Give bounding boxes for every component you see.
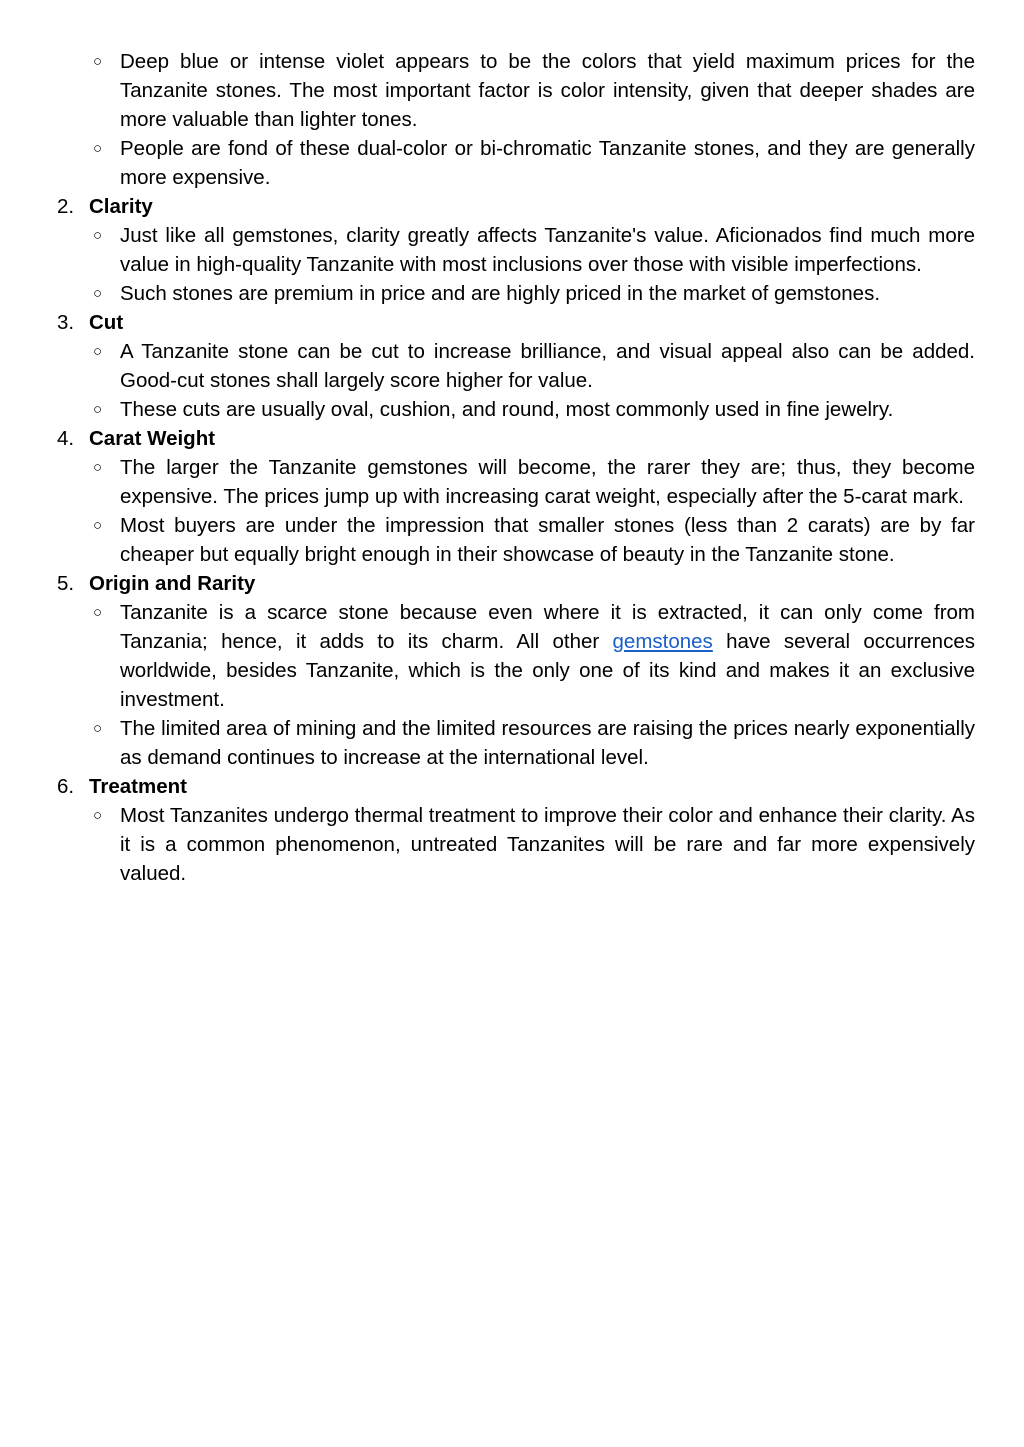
section-heading-clarity [57, 192, 975, 221]
section-number: 5. [57, 572, 75, 595]
list-item [57, 801, 975, 888]
list-item [57, 134, 975, 192]
gemstones-link[interactable]: gemstones [612, 630, 713, 653]
bullet-icon: ○ [93, 459, 103, 476]
bullet-icon: ○ [93, 807, 103, 824]
section-heading-origin-and-rarity [57, 569, 975, 598]
list-item-text: Most Tanzanites undergo thermal treatment to improve their color and enhance their clarity. As it is a common phenomenon, untreated Tanzanites will be rare and far more expensively valued. [120, 804, 975, 885]
list-item [57, 511, 975, 569]
list-item [57, 337, 975, 395]
section-title: Clarity [89, 195, 153, 218]
list-item [57, 453, 975, 511]
bullet-icon: ○ [93, 227, 103, 244]
section-title: Carat Weight [89, 427, 216, 450]
document-content [57, 47, 975, 888]
list-item-text: Such stones are premium in price and are highly priced in the market of gemstones. [120, 282, 881, 305]
list-item-text: The larger the Tanzanite gemstones will become, the rarer they are; thus, they become expensive. The prices jump up with increasing carat weight, especially after the 5-carat mark. [120, 456, 975, 508]
list-item-text: These cuts are usually oval, cushion, and round, most commonly used in fine jewelry. [120, 398, 894, 421]
list-item-text-before-link: Tanzanite is a scarce stone because even where it is extracted, it can only come from Tanzania; hence, it adds to its charm. All other [120, 601, 975, 653]
section-number: 3. [57, 311, 75, 334]
bullet-icon: ○ [93, 343, 103, 360]
section-number: 6. [57, 775, 75, 798]
list-item [57, 714, 975, 772]
section-number: 4. [57, 427, 75, 450]
list-item [57, 598, 975, 714]
section-title: Treatment [89, 775, 187, 798]
list-item-text: People are fond of these dual-color or bi-chromatic Tanzanite stones, and they are generally more expensive. [120, 137, 975, 189]
section-number: 2. [57, 195, 75, 218]
bullet-icon: ○ [93, 720, 103, 737]
list-item [57, 395, 975, 424]
list-item [57, 279, 975, 308]
list-item-text-after-link: have several occurrences worldwide, besides Tanzanite, which is the only one of its kind and makes it an exclusive investment. [120, 630, 975, 711]
bullet-icon: ○ [93, 517, 103, 534]
section-heading-carat-weight [57, 424, 975, 453]
bullet-icon: ○ [93, 140, 103, 157]
list-item-text [120, 601, 975, 711]
bullet-icon: ○ [93, 53, 103, 70]
list-item-text: Most buyers are under the impression that smaller stones (less than 2 carats) are by far cheaper but equally bright enough in their showcase of beauty in the Tanzanite stone. [120, 514, 975, 566]
list-item-text: Just like all gemstones, clarity greatly affects Tanzanite's value. Aficionados find much more value in high-quality Tanzanite with most inclusions over those with visible imperfections. [120, 224, 975, 276]
section-heading-cut [57, 308, 975, 337]
list-item-text: The limited area of mining and the limited resources are raising the prices nearly exponentially as demand continues to increase at the international level. [120, 717, 975, 769]
list-item-text: A Tanzanite stone can be cut to increase brilliance, and visual appeal also can be added. Good-cut stones shall largely score higher for value. [120, 340, 975, 392]
section-heading-treatment [57, 772, 975, 801]
bullet-icon: ○ [93, 401, 103, 418]
list-item [57, 221, 975, 279]
list-item-text: Deep blue or intense violet appears to be the colors that yield maximum prices for the Tanzanite stones. The most important factor is color intensity, given that deeper shades are more valuable than lighter tones. [120, 50, 975, 131]
bullet-icon: ○ [93, 604, 103, 621]
section-title: Origin and Rarity [89, 572, 256, 595]
list-item [57, 47, 975, 134]
bullet-icon: ○ [93, 285, 103, 302]
section-title: Cut [89, 311, 124, 334]
